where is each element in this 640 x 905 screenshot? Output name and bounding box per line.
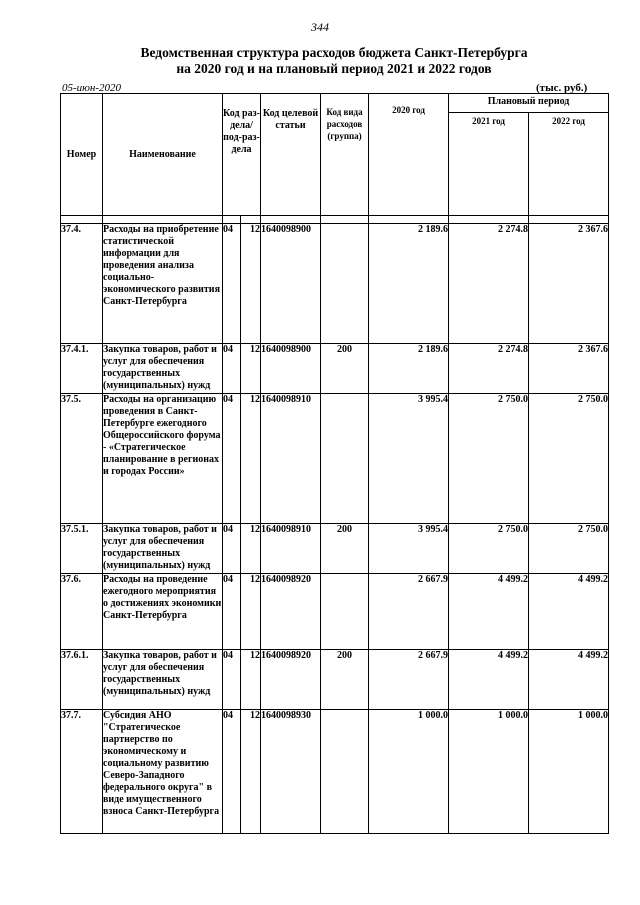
row-name: Расходы на проведение ежегодного мероприятия о достижениях экономики Санкт-Петербурга <box>103 574 223 650</box>
header-name: Наименование <box>103 94 223 216</box>
row-value-2021: 2 750.0 <box>449 394 529 524</box>
header-section-code: Код раз-дела/ под-раз-дела <box>223 94 261 216</box>
row-value-2022: 1 000.0 <box>529 710 609 834</box>
row-group <box>321 574 369 650</box>
row-number: 37.4. <box>61 224 103 344</box>
row-target-code: 1640098900 <box>261 344 321 394</box>
row-target-code: 1640098930 <box>261 710 321 834</box>
units-label: (тыс. руб.) <box>536 82 588 94</box>
row-target-code: 1640098910 <box>261 394 321 524</box>
row-target-code: 1640098920 <box>261 574 321 650</box>
row-number: 37.6. <box>61 574 103 650</box>
document-date: 05-июн-2020 <box>62 82 122 94</box>
row-number: 37.4.1. <box>61 344 103 394</box>
header-expense-group: Код вида расходов (группа) <box>321 94 369 216</box>
row-section: 04 <box>223 394 241 524</box>
header-gap <box>61 216 609 224</box>
row-target-code: 1640098900 <box>261 224 321 344</box>
header-2021: 2021 год <box>449 113 529 216</box>
table-row <box>61 394 609 524</box>
row-section: 04 <box>223 344 241 394</box>
row-value-2022: 2 367.6 <box>529 224 609 344</box>
row-subsection: 12 <box>241 344 261 394</box>
header-2020: 2020 год <box>369 94 449 216</box>
header-planned-period: Плановый период <box>449 94 609 113</box>
row-name: Расходы на организацию проведения в Санкт-Петербурге ежегодного Общероссийского форума - «Стратегическое планирование в регионах и городах России» <box>103 394 223 524</box>
table-row <box>61 650 609 710</box>
row-number: 37.5.1. <box>61 524 103 574</box>
row-value-2022: 4 499.2 <box>529 650 609 710</box>
header-2022: 2022 год <box>529 113 609 216</box>
budget-table <box>60 93 609 834</box>
row-value-2022: 4 499.2 <box>529 574 609 650</box>
row-group: 200 <box>321 524 369 574</box>
row-value-2022: 2 750.0 <box>529 524 609 574</box>
row-value-2020: 3 995.4 <box>369 524 449 574</box>
title-line-2: на 2020 год и на плановый период 2021 и 2022 годов <box>176 61 492 76</box>
table-row <box>61 524 609 574</box>
row-section: 04 <box>223 650 241 710</box>
row-group: 200 <box>321 344 369 394</box>
row-subsection: 12 <box>241 650 261 710</box>
document-title <box>60 45 608 77</box>
row-name: Закупка товаров, работ и услуг для обеспечения государственных (муниципальных) нужд <box>103 650 223 710</box>
row-name: Закупка товаров, работ и услуг для обеспечения государственных (муниципальных) нужд <box>103 344 223 394</box>
table-row <box>61 574 609 650</box>
title-line-1: Ведомственная структура расходов бюджета Санкт-Петербурга <box>140 45 528 60</box>
row-value-2022: 2 750.0 <box>529 394 609 524</box>
table-row <box>61 344 609 394</box>
row-section: 04 <box>223 524 241 574</box>
row-value-2021: 2 750.0 <box>449 524 529 574</box>
row-name: Расходы на приобретение статистической информации для проведения анализа социально-экономического развития Санкт-Петербурга <box>103 224 223 344</box>
row-section: 04 <box>223 710 241 834</box>
row-group: 200 <box>321 650 369 710</box>
table-row <box>61 710 609 834</box>
row-value-2020: 2 667.9 <box>369 574 449 650</box>
row-name: Закупка товаров, работ и услуг для обеспечения государственных (муниципальных) нужд <box>103 524 223 574</box>
row-value-2021: 4 499.2 <box>449 574 529 650</box>
row-subsection: 12 <box>241 394 261 524</box>
row-value-2021: 2 274.8 <box>449 224 529 344</box>
header-target-code: Код целевой статьи <box>261 94 321 216</box>
row-subsection: 12 <box>241 574 261 650</box>
row-number: 37.6.1. <box>61 650 103 710</box>
row-value-2021: 1 000.0 <box>449 710 529 834</box>
header-number: Номер <box>61 94 103 216</box>
page-number: 344 <box>311 20 329 34</box>
row-value-2020: 2 189.6 <box>369 224 449 344</box>
row-value-2022: 2 367.6 <box>529 344 609 394</box>
row-value-2020: 1 000.0 <box>369 710 449 834</box>
row-number: 37.7. <box>61 710 103 834</box>
row-subsection: 12 <box>241 710 261 834</box>
row-section: 04 <box>223 224 241 344</box>
header-row-1 <box>61 94 609 113</box>
row-group <box>321 224 369 344</box>
row-group <box>321 710 369 834</box>
row-value-2021: 4 499.2 <box>449 650 529 710</box>
row-target-code: 1640098920 <box>261 650 321 710</box>
row-name: Субсидия АНО "Стратегическое партнерство по экономическому и социальному развитию Северо-Западного федерального округа" в виде имущественного взноса Санкт-Петербурга <box>103 710 223 834</box>
row-value-2020: 2 189.6 <box>369 344 449 394</box>
row-value-2021: 2 274.8 <box>449 344 529 394</box>
row-subsection: 12 <box>241 224 261 344</box>
row-number: 37.5. <box>61 394 103 524</box>
row-group <box>321 394 369 524</box>
row-subsection: 12 <box>241 524 261 574</box>
row-value-2020: 2 667.9 <box>369 650 449 710</box>
row-value-2020: 3 995.4 <box>369 394 449 524</box>
table-row <box>61 224 609 344</box>
row-section: 04 <box>223 574 241 650</box>
row-target-code: 1640098910 <box>261 524 321 574</box>
